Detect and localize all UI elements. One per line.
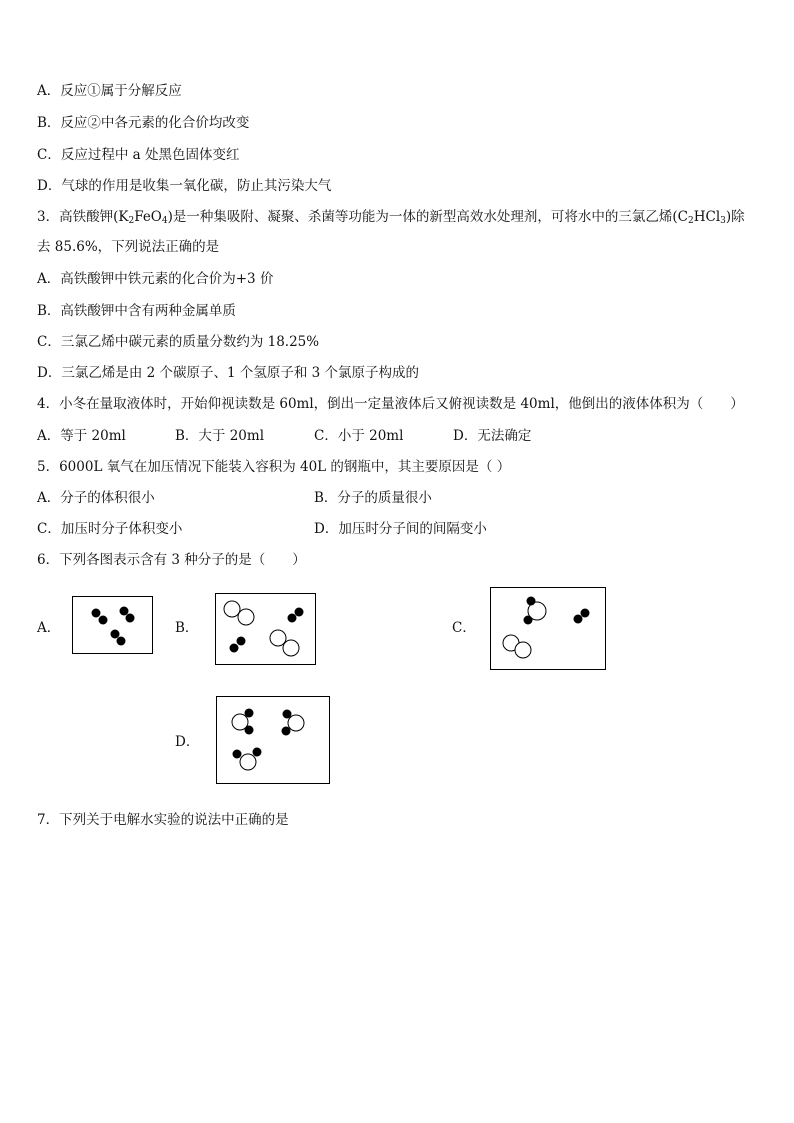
molecule-diagram-d bbox=[217, 697, 329, 783]
q3-option-d: D．三氯乙烯是由 2 个碳原子、1 个氢原子和 3 个氯原子构成的 bbox=[37, 365, 420, 381]
q5-option-c: C．加压时分子体积变小 bbox=[37, 521, 183, 537]
molecule-diagram-c bbox=[491, 588, 605, 669]
q4-option-a: A．等于 20ml bbox=[37, 428, 126, 444]
q5-stem: 5．6000L 氧气在加压情况下能装入容积为 40L 的钢瓶中，其主要原因是（ ） bbox=[37, 459, 511, 475]
molecule-diagram-a bbox=[73, 597, 152, 653]
q2-option-b: B．反应②中各元素的化合价均改变 bbox=[37, 115, 250, 131]
q3-option-c: C．三氯乙烯中碳元素的质量分数约为 18.25% bbox=[37, 334, 320, 350]
q4-option-c: C．小于 20ml bbox=[314, 428, 404, 444]
q7-stem: 7．下列关于电解水实验的说法中正确的是 bbox=[37, 812, 289, 828]
q2-option-c: C．反应过程中 a 处黑色固体变红 bbox=[37, 147, 240, 163]
q4-option-b: B．大于 20ml bbox=[175, 428, 265, 444]
q6-figure-a bbox=[72, 596, 153, 654]
q6-figure-d bbox=[216, 696, 330, 784]
q4-stem: 4．小冬在量取液体时，开始仰视读数是 60ml，倒出一定量液体后又俯视读数是 40ml，他倒出的液体体积为（ ） bbox=[37, 396, 744, 412]
q6-figure-b bbox=[215, 593, 316, 665]
q5-option-a: A．分子的体积很小 bbox=[37, 490, 155, 506]
q6-label-d: D． bbox=[175, 734, 200, 750]
q3-stem-line1: 3．高铁酸钾$(K_2FeO_4)$是一种集吸附、凝聚、杀菌等功能为一体的新型高效水处理剂，可将水中的三氯乙烯$(C_2HCl_3)$除 bbox=[37, 209, 745, 226]
q5-option-b: B．分子的质量很小 bbox=[314, 490, 432, 506]
q3-option-b: B．高铁酸钾中含有两种金属单质 bbox=[37, 303, 236, 319]
q5-option-d: D．加压时分子间的间隔变小 bbox=[314, 521, 487, 537]
q6-label-c: C． bbox=[452, 620, 476, 636]
q6-figure-c bbox=[490, 587, 606, 670]
q3-option-a: A．高铁酸钾中铁元素的化合价为+3 价 bbox=[37, 271, 274, 287]
q6-label-a: A． bbox=[37, 620, 61, 636]
q3-stem-line2: 去 85.6%，下列说法正确的是 bbox=[37, 239, 220, 255]
q6-label-b: B． bbox=[175, 620, 199, 636]
molecule-diagram-b bbox=[216, 594, 315, 664]
q2-option-a: A．反应①属于分解反应 bbox=[37, 83, 182, 99]
q2-option-d: D．气球的作用是收集一氧化碳，防止其污染大气 bbox=[37, 178, 332, 194]
q6-stem: 6．下列各图表示含有 3 种分子的是（ ） bbox=[37, 552, 306, 568]
q4-option-d: D．无法确定 bbox=[453, 428, 532, 444]
